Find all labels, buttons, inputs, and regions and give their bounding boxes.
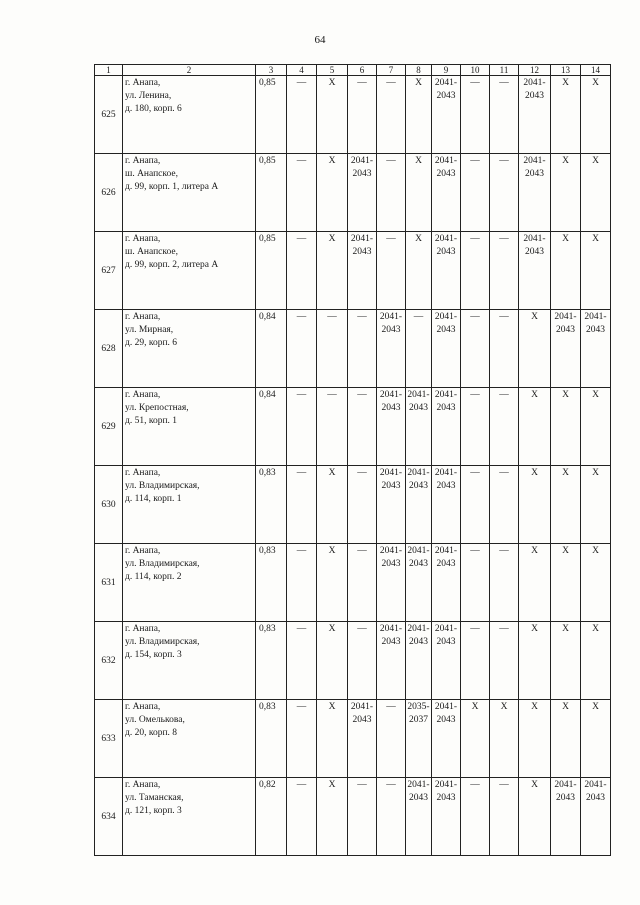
value-cell: — [461,778,490,856]
value-cell: X [581,544,611,622]
value-cell: — [490,310,519,388]
table-row [95,544,611,622]
header-cell: 10 [461,65,490,76]
value-cell: X [581,232,611,310]
address-cell [123,232,256,310]
value-cell: 2041- 2043 [519,76,551,154]
value-cell: 2041- 2043 [377,544,406,622]
address-line: г. Анапа, [125,312,161,322]
value-cell: — [461,310,490,388]
value-cell: 2041- 2043 [581,310,611,388]
value-cell: X [581,466,611,544]
row-number: 629 [95,388,123,466]
value-cell: 2041- 2043 [432,154,461,232]
value-cell: — [348,388,377,466]
address-line: д. 29, корп. 6 [125,338,178,348]
page-number: 64 [314,34,326,46]
value-cell: 2041- 2043 [406,544,432,622]
coefficient-cell: 0,83 [256,544,287,622]
value-cell: — [348,310,377,388]
value-cell: X [317,76,348,154]
header-cell: 9 [432,65,461,76]
value-cell: — [377,76,406,154]
value-cell: — [461,622,490,700]
header-cell: 3 [256,65,287,76]
address-line: г. Анапа, [125,624,161,634]
value-cell: — [490,778,519,856]
header-cell: 14 [581,65,611,76]
address-cell [123,778,256,856]
value-cell: — [317,310,348,388]
address-line: г. Анапа, [125,390,161,400]
value-cell: — [287,76,317,154]
value-cell: X [551,544,581,622]
coefficient-cell: 0,85 [256,232,287,310]
value-cell: 2041- 2043 [377,466,406,544]
value-cell: X [581,700,611,778]
value-cell: X [551,76,581,154]
address-line: ул. Омелькова, [125,715,185,725]
address-line: ул. Владимирская, [125,559,200,569]
value-cell: 2041- 2043 [432,232,461,310]
value-cell: 2041- 2043 [406,388,432,466]
header-cell: 6 [348,65,377,76]
value-cell: 2041- 2043 [348,154,377,232]
value-cell: — [377,232,406,310]
value-cell: — [348,622,377,700]
value-cell: X [581,622,611,700]
address-line: ул. Владимирская, [125,481,200,491]
value-cell: — [287,700,317,778]
table-row [95,76,611,154]
value-cell: X [551,622,581,700]
table-row [95,232,611,310]
row-number: 633 [95,700,123,778]
value-cell: — [406,310,432,388]
value-cell: X [317,154,348,232]
header-cell: 13 [551,65,581,76]
value-cell: X [581,388,611,466]
value-cell: X [551,154,581,232]
value-cell: 2041- 2043 [432,310,461,388]
address-line: г. Анапа, [125,702,161,712]
value-cell: X [581,76,611,154]
table-row [95,466,611,544]
value-cell: X [406,154,432,232]
value-cell: 2041- 2043 [377,388,406,466]
address-line: ул. Владимирская, [125,637,200,647]
value-cell: X [519,700,551,778]
address-line: г. Анапа, [125,468,161,478]
value-cell: X [519,622,551,700]
address-cell [123,154,256,232]
value-cell: 2041- 2043 [432,700,461,778]
value-cell: — [287,154,317,232]
table-row [95,700,611,778]
value-cell: — [461,466,490,544]
value-cell: — [490,544,519,622]
row-number: 627 [95,232,123,310]
value-cell: 2041- 2043 [406,778,432,856]
value-cell: — [287,544,317,622]
value-cell: X [519,310,551,388]
value-cell: — [348,544,377,622]
address-line: г. Анапа, [125,156,161,166]
value-cell: — [490,232,519,310]
address-cell [123,622,256,700]
value-cell: — [348,76,377,154]
value-cell: X [551,700,581,778]
value-cell: 2041- 2043 [348,700,377,778]
value-cell: X [519,778,551,856]
header-cell: 4 [287,65,317,76]
coefficient-cell: 0,84 [256,310,287,388]
value-cell: — [490,466,519,544]
value-cell: 2041- 2043 [432,388,461,466]
header-row [95,65,611,76]
header-cell: 12 [519,65,551,76]
address-line: д. 121, корп. 3 [125,806,182,816]
address-line: д. 180, корп. 6 [125,104,182,114]
value-cell: X [551,232,581,310]
value-cell: X [551,388,581,466]
value-cell: — [287,388,317,466]
value-cell: X [406,232,432,310]
value-cell: — [377,154,406,232]
value-cell: — [461,232,490,310]
coefficient-cell: 0,83 [256,700,287,778]
value-cell: X [551,466,581,544]
value-cell: — [287,778,317,856]
row-number: 634 [95,778,123,856]
value-cell: X [317,466,348,544]
value-cell: — [348,778,377,856]
table-row [95,622,611,700]
value-cell: — [461,388,490,466]
value-cell: 2041- 2043 [432,622,461,700]
value-cell: — [461,154,490,232]
address-line: д. 114, корп. 1 [125,494,182,504]
value-cell: 2041- 2043 [519,232,551,310]
address-line: г. Анапа, [125,234,161,244]
address-line: д. 99, корп. 2, литера А [125,260,219,270]
address-cell [123,700,256,778]
value-cell: 2041- 2043 [348,232,377,310]
address-cell [123,388,256,466]
value-cell: 2041- 2043 [377,310,406,388]
value-cell: 2041- 2043 [432,76,461,154]
value-cell: 2041- 2043 [519,154,551,232]
value-cell: — [377,778,406,856]
address-line: ул. Мирная, [125,325,174,335]
row-number: 626 [95,154,123,232]
value-cell: X [317,622,348,700]
row-number: 630 [95,466,123,544]
address-line: г. Анапа, [125,78,161,88]
value-cell: X [317,778,348,856]
address-cell [123,76,256,154]
header-cell: 8 [406,65,432,76]
value-cell: X [581,154,611,232]
address-line: д. 51, корп. 1 [125,416,178,426]
value-cell: X [406,76,432,154]
coefficient-cell: 0,85 [256,76,287,154]
value-cell: 2041- 2043 [432,778,461,856]
value-cell: X [490,700,519,778]
header-cell: 5 [317,65,348,76]
table-row [95,310,611,388]
value-cell: — [490,76,519,154]
value-cell: — [317,388,348,466]
value-cell: — [287,622,317,700]
value-cell: — [461,544,490,622]
value-cell: X [317,232,348,310]
coefficient-cell: 0,82 [256,778,287,856]
value-cell: — [287,466,317,544]
header-cell: 11 [490,65,519,76]
coefficient-cell: 0,83 [256,622,287,700]
value-cell: X [519,388,551,466]
value-cell: 2041- 2043 [581,778,611,856]
value-cell: X [317,544,348,622]
address-line: д. 114, корп. 2 [125,572,182,582]
address-line: ул. Крепостная, [125,403,189,413]
value-cell: 2041- 2043 [432,544,461,622]
address-line: ш. Анапское, [125,247,178,257]
address-line: д. 154, корп. 3 [125,650,182,660]
address-cell [123,544,256,622]
header-cell: 1 [95,65,123,76]
value-cell: — [287,310,317,388]
address-cell [123,466,256,544]
value-cell: 2041- 2043 [551,310,581,388]
value-cell: 2041- 2043 [406,466,432,544]
coefficient-cell: 0,84 [256,388,287,466]
value-cell: 2041- 2043 [406,622,432,700]
value-cell: X [461,700,490,778]
value-cell: 2035- 2037 [406,700,432,778]
address-cell [123,310,256,388]
value-cell: — [490,154,519,232]
value-cell: X [317,700,348,778]
address-line: д. 20, корп. 8 [125,728,178,738]
table-row [95,388,611,466]
table-row [95,778,611,856]
value-cell: 2041- 2043 [551,778,581,856]
value-cell: — [287,232,317,310]
value-cell: — [377,700,406,778]
header-cell: 2 [123,65,256,76]
value-cell: 2041- 2043 [432,466,461,544]
value-cell: 2041- 2043 [377,622,406,700]
value-cell: — [461,76,490,154]
value-cell: — [490,388,519,466]
value-cell: — [348,466,377,544]
address-line: ул. Ленина, [125,91,172,101]
value-cell: — [490,622,519,700]
address-line: г. Анапа, [125,546,161,556]
address-line: ул. Таманская, [125,793,184,803]
coefficient-cell: 0,85 [256,154,287,232]
row-number: 632 [95,622,123,700]
row-number: 628 [95,310,123,388]
coefficient-cell: 0,83 [256,466,287,544]
row-number: 625 [95,76,123,154]
address-line: г. Анапа, [125,780,161,790]
address-line: ш. Анапское, [125,169,178,179]
table-row [95,154,611,232]
value-cell: X [519,544,551,622]
register-table [94,64,611,856]
address-line: д. 99, корп. 1, литера А [125,182,219,192]
value-cell: X [519,466,551,544]
row-number: 631 [95,544,123,622]
header-cell: 7 [377,65,406,76]
